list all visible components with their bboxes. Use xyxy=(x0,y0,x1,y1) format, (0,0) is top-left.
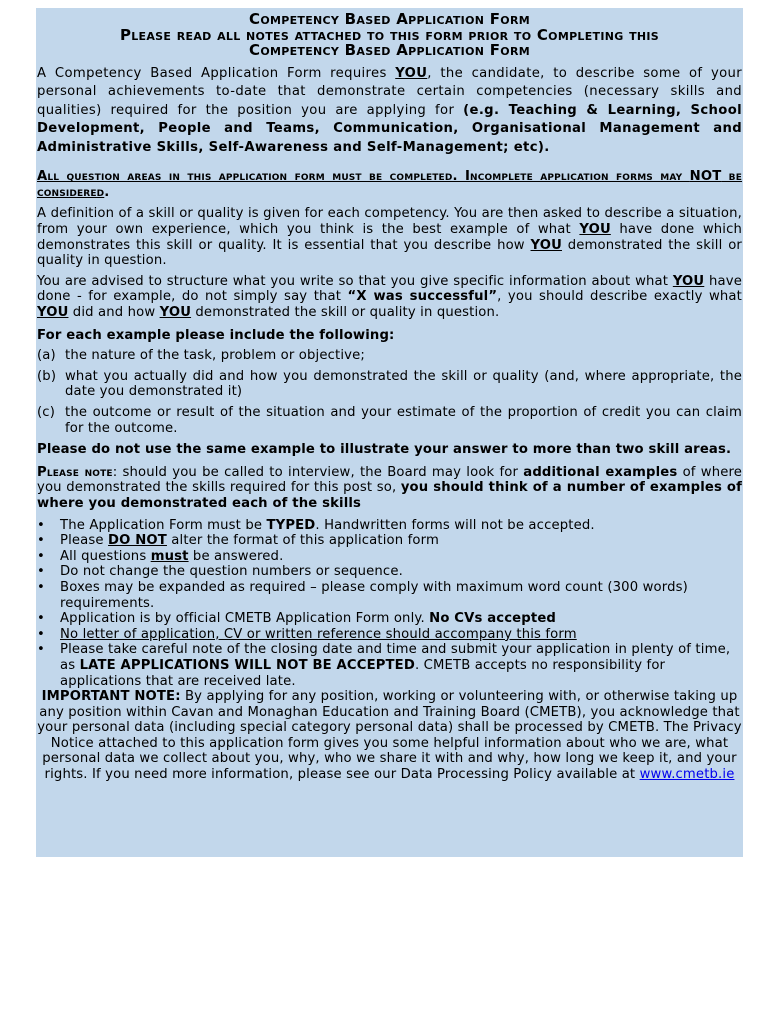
please-note-text: : should you be called to interview, the Board may look for xyxy=(112,464,524,480)
warning-dot: . xyxy=(104,184,110,200)
intro-text: A Competency Based Application Form requires xyxy=(37,65,396,81)
list-item xyxy=(37,549,742,565)
bullet-bold: TYPED xyxy=(266,517,316,533)
same-example-note: Please do not use the same example to illustrate your answer to more than two skill areas. xyxy=(37,442,732,458)
intro-paragraph xyxy=(37,65,742,158)
bullet-text: Application is by official CMETB Application Form only. xyxy=(60,611,430,627)
list-item-text: Boxes may be expanded as required – please comply with maximum word count (300 words) requirements. xyxy=(60,579,688,611)
list-item xyxy=(37,348,742,364)
intro-text-2: , the candidate, to describe some of your personal achievements to-date that demonstrate certain competencies (necessary skills and qualities) required for the position you are applying for xyxy=(37,65,742,118)
list-item xyxy=(37,627,742,643)
important-note-text: By applying for any position, working or volunteering with, or otherwise taking up any position within Cavan and Monaghan Education and Training Board (CMETB), you acknowledge that your personal data (including special category personal data) shall be processed by CMETB. The Privacy Notice attached to this application form gives you some helpful information about who we are, what personal data we collect about you, why, who we share it with and why, how long we keep it, and your rights. If you need more information, please see our Data Processing Policy available at xyxy=(37,689,742,783)
list-item xyxy=(37,642,742,689)
definition-text-2: have done which demonstrates this skill or quality. It is essential that you describe how xyxy=(37,222,742,253)
form-title xyxy=(37,8,742,59)
please-note-paragraph xyxy=(37,465,742,512)
list-item-label: (c) xyxy=(37,405,55,420)
bullet-text: The Application Form must be xyxy=(60,517,267,533)
title-line-1: Competency Based Application Form xyxy=(249,10,530,28)
each-example-heading: For each example please include the following: xyxy=(37,327,395,343)
list-item-text xyxy=(60,533,742,549)
competency-list: (e.g. Teaching & Learning, School Development, People and Teams, Communication, Organisational Management and Administrative Skills, Self-Awareness and Self-Management; etc). xyxy=(37,102,742,155)
bullet-text: . Handwritten forms will not be accepted. xyxy=(315,517,595,533)
bullet-text: be answered. xyxy=(188,548,284,564)
structure-quote: “X was successful” xyxy=(347,289,498,305)
bullet-icon: • xyxy=(37,626,45,642)
list-item-text xyxy=(60,518,742,534)
bullet-text: Please xyxy=(60,533,109,549)
list-item-label: (b) xyxy=(37,368,57,384)
example-criteria-list xyxy=(37,348,742,436)
structure-text-2: have done - for example, do not simply say that xyxy=(37,273,742,305)
bullet-bold: DO NOT xyxy=(108,533,167,549)
list-item-text: the outcome or result of the situation and your estimate of the proportion of credit you can claim for the outcome. xyxy=(65,405,742,436)
structure-paragraph xyxy=(37,274,742,321)
cmetb-website-link[interactable]: www.cmetb.ie xyxy=(639,767,735,783)
list-item xyxy=(37,564,742,580)
list-item xyxy=(37,533,742,549)
list-item-text: the nature of the task, problem or objective; xyxy=(65,348,365,364)
structure-text-3: , you should describe exactly what xyxy=(497,289,742,305)
list-item-text xyxy=(60,549,742,565)
list-item-text: Do not change the question numbers or sequence. xyxy=(60,564,403,580)
important-note xyxy=(37,689,742,783)
structure-you-2: YOU xyxy=(37,305,69,321)
structure-you-1: YOU xyxy=(672,273,705,289)
definition-you-1: YOU xyxy=(579,222,611,238)
title-line-3: Competency Based Application Form xyxy=(249,41,530,59)
please-note-text-2: of where you demonstrated the skills required for this post so, xyxy=(37,464,743,496)
bullet-bold: LATE APPLICATIONS WILL NOT BE ACCEPTED xyxy=(79,657,415,673)
list-item-text: what you actually did and how you demonstrated the skill or quality (and, where appropriate, the date you demonstrated it) xyxy=(65,368,742,400)
bullet-icon: • xyxy=(37,533,45,549)
bullet-icon: • xyxy=(37,611,45,627)
warning-not: NOT xyxy=(689,169,722,185)
warning-text-2: be considered xyxy=(37,169,742,200)
list-item xyxy=(37,580,742,611)
bullet-icon: • xyxy=(37,548,45,564)
list-item xyxy=(37,611,742,627)
definition-paragraph xyxy=(37,206,742,268)
bullet-text: alter the format of this application form xyxy=(166,533,439,549)
definition-you-2: YOU xyxy=(530,237,562,253)
list-item-text xyxy=(60,611,742,627)
submission-rules-list xyxy=(37,518,742,690)
bullet-text: Please take careful note of the closing date and time and submit your application in plenty of time, as xyxy=(60,642,731,673)
bullet-icon: • xyxy=(37,579,45,595)
definition-text: A definition of a skill or quality is given for each competency. You are then asked to describe a situation, from your own experience, which you think is the best example of what xyxy=(37,206,742,238)
please-note-bold-2: you should think of a number of examples of where you demonstrated each of the skills xyxy=(37,480,742,511)
application-notes-panel xyxy=(36,8,743,857)
structure-you-3: YOU xyxy=(159,305,192,321)
bullet-icon: • xyxy=(37,517,45,533)
bullet-bold: No CVs accepted xyxy=(429,611,557,627)
completion-warning xyxy=(37,169,742,200)
structure-text-4: did and how xyxy=(68,305,160,321)
definition-text-3: demonstrated the skill or quality in question. xyxy=(37,237,743,269)
bullet-bold: must xyxy=(150,548,189,564)
structure-text-5: demonstrated the skill or quality in question. xyxy=(191,305,500,321)
title-line-2: Please read all notes attached to this form prior to Completing this xyxy=(119,25,660,44)
bullet-text: . CMETB accepts no responsibility for applications that are received late. xyxy=(60,657,666,689)
bullet-icon: • xyxy=(37,642,45,658)
bullet-icon: • xyxy=(37,564,45,580)
list-item-label: (a) xyxy=(37,348,56,364)
list-item xyxy=(37,369,742,400)
list-item xyxy=(37,405,742,436)
please-note-label: Please note xyxy=(37,464,113,480)
warning-text: All question areas in this application form must be completed. Incomplete application forms may xyxy=(37,169,690,185)
intro-you: YOU xyxy=(395,65,428,81)
bullet-text: All questions xyxy=(60,548,151,564)
please-note-bold-1: additional examples xyxy=(523,464,678,480)
structure-text: You are advised to structure what you write so that you give specific information about what xyxy=(37,273,673,289)
list-item xyxy=(37,518,742,534)
list-item-text: No letter of application, CV or written reference should accompany this form xyxy=(60,626,577,642)
important-note-label: IMPORTANT NOTE: xyxy=(41,689,181,705)
list-item-text xyxy=(60,642,742,689)
